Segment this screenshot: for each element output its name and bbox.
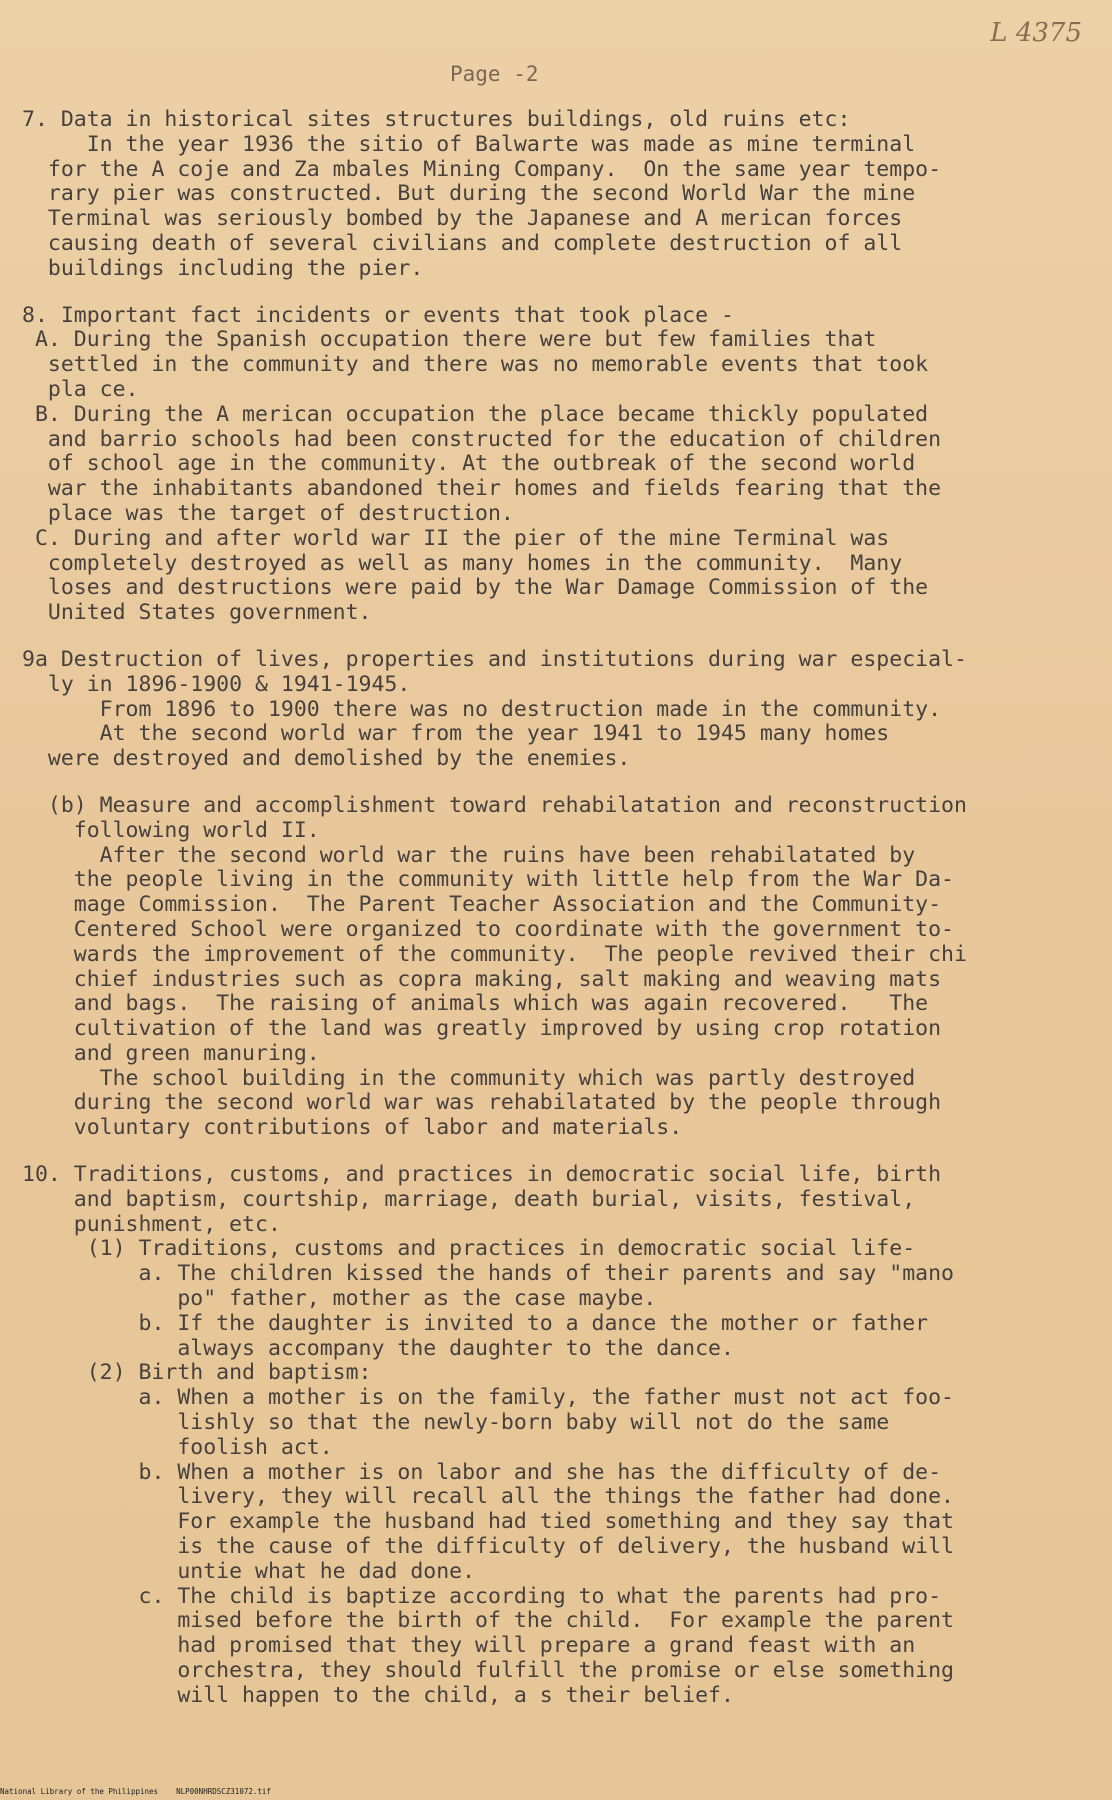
text-line: (b) Measure and accomplishment toward rehabilatation and reconstruction xyxy=(22,792,967,818)
section-8 xyxy=(22,304,1090,626)
text-line: mised before the birth of the child. For example the parent xyxy=(22,1608,954,1634)
text-line: pla ce. xyxy=(22,376,139,402)
text-line: loses and destructions were paid by the War Damage Commission of the xyxy=(22,575,929,601)
text-line: and bags. The raising of animals which was again recovered. The xyxy=(22,991,929,1017)
text-line: ly in 1896-1900 & 1941-1945. xyxy=(22,671,411,697)
text-line: lishly so that the newly-born baby will not do the same xyxy=(22,1410,890,1436)
text-line: orchestra, they should fulfill the promise or else something xyxy=(22,1658,954,1684)
archive-footer: National Library of the Philippines NLP00NHRDSCZ31072.tif xyxy=(0,1787,271,1796)
text-line: 9a Destruction of lives, properties and institutions during war especial- xyxy=(22,646,967,672)
text-line: 7. Data in historical sites structures buildings, old ruins etc: xyxy=(22,107,851,132)
text-line: chief industries such as copra making, salt making and weaving mats xyxy=(22,966,942,992)
text-line: 10. Traditions, customs, and practices in democratic social life, birth xyxy=(22,1162,942,1188)
text-line: had promised that they will prepare a grand feast with an xyxy=(22,1633,916,1659)
text-line: At the second world war from the year 1941 to 1945 many homes xyxy=(22,721,890,747)
section-9b xyxy=(22,794,1090,1141)
text-line: In the year 1936 the sitio of Balwarte was made as mine terminal xyxy=(22,131,916,157)
text-line: during the second world war was rehabilatated by the people through xyxy=(22,1090,942,1116)
text-line: po" father, mother as the case maybe. xyxy=(22,1286,657,1312)
text-line: of school age in the community. At the outbreak of the second world xyxy=(22,451,916,477)
text-line: place was the target of destruction. xyxy=(22,500,514,526)
text-line: following world II. xyxy=(22,817,320,843)
text-line: wards the improvement of the community. The people revived their chi xyxy=(22,941,967,967)
text-line: a. The children kissed the hands of their parents and say "mano xyxy=(22,1261,954,1287)
text-line: From 1896 to 1900 there was no destruction made in the community. xyxy=(22,696,942,722)
text-line: After the second world war the ruins have been rehabilatated by xyxy=(22,842,916,868)
text-line: Terminal was seriously bombed by the Japanese and A merican forces xyxy=(22,206,903,232)
text-line: Centered School were organized to coordinate with the government to- xyxy=(22,916,954,942)
text-line: and barrio schools had been constructed for the education of children xyxy=(22,426,942,452)
text-line: were destroyed and demolished by the enemies. xyxy=(22,746,631,772)
text-line: a. When a mother is on the family, the father must not act foo- xyxy=(22,1385,954,1411)
typed-text-body xyxy=(22,108,1090,1731)
text-line: b. When a mother is on labor and she has the difficulty of de- xyxy=(22,1459,942,1485)
text-line: untie what he dad done. xyxy=(22,1558,476,1584)
text-line: for the A coje and Za mbales Mining Company. On the same year tempo- xyxy=(22,156,942,182)
text-line: buildings including the pier. xyxy=(22,255,424,281)
text-line: completely destroyed as well as many homes in the community. Many xyxy=(22,550,903,576)
text-line: punishment, etc. xyxy=(22,1211,281,1237)
text-line: 8. Important fact incidents or events that took place - xyxy=(22,302,734,328)
text-line: C. During and after world war II the pier of the mine Terminal was xyxy=(22,525,890,551)
text-line: the people living in the community with little help from the War Da- xyxy=(22,867,954,893)
text-line: United States government. xyxy=(22,600,372,626)
page-number: Page -2 xyxy=(450,62,539,86)
text-line: will happen to the child, a s their belief. xyxy=(22,1682,734,1708)
text-line: livery, they will recall all the things the father had done. xyxy=(22,1484,954,1510)
section-7 xyxy=(22,108,1090,282)
text-line: cultivation of the land was greatly improved by using crop rotation xyxy=(22,1016,942,1042)
text-line: always accompany the daughter to the dance. xyxy=(22,1335,734,1361)
text-line: and baptism, courtship, marriage, death burial, visits, festival, xyxy=(22,1186,916,1212)
text-line: is the cause of the difficulty of delivery, the husband will xyxy=(22,1534,954,1560)
text-line: A. During the Spanish occupation there were but few families that xyxy=(22,327,877,353)
text-line: and green manuring. xyxy=(22,1040,320,1066)
text-line: war the inhabitants abandoned their homes and fields fearing that the xyxy=(22,476,942,502)
text-line: (1) Traditions, customs and practices in democratic social life- xyxy=(22,1236,916,1262)
section-10 xyxy=(22,1163,1090,1709)
text-line: c. The child is baptize according to what the parents had pro- xyxy=(22,1583,942,1609)
handwritten-page-mark: L 4375 xyxy=(990,18,1082,48)
text-line: b. If the daughter is invited to a dance the mother or father xyxy=(22,1310,929,1336)
text-line: causing death of several civilians and complete destruction of all xyxy=(22,230,903,256)
text-line: (2) Birth and baptism: xyxy=(22,1360,372,1386)
text-line: mage Commission. The Parent Teacher Association and the Community- xyxy=(22,892,942,918)
text-line: B. During the A merican occupation the place became thickly populated xyxy=(22,401,929,427)
text-line: The school building in the community which was partly destroyed xyxy=(22,1065,916,1091)
text-line: voluntary contributions of labor and materials. xyxy=(22,1115,683,1141)
text-line: foolish act. xyxy=(22,1434,333,1460)
text-line: rary pier was constructed. But during the second World War the mine xyxy=(22,181,916,207)
section-9a xyxy=(22,648,1090,772)
text-line: settled in the community and there was no memorable events that took xyxy=(22,352,929,378)
text-line: For example the husband had tied something and they say that xyxy=(22,1509,954,1535)
